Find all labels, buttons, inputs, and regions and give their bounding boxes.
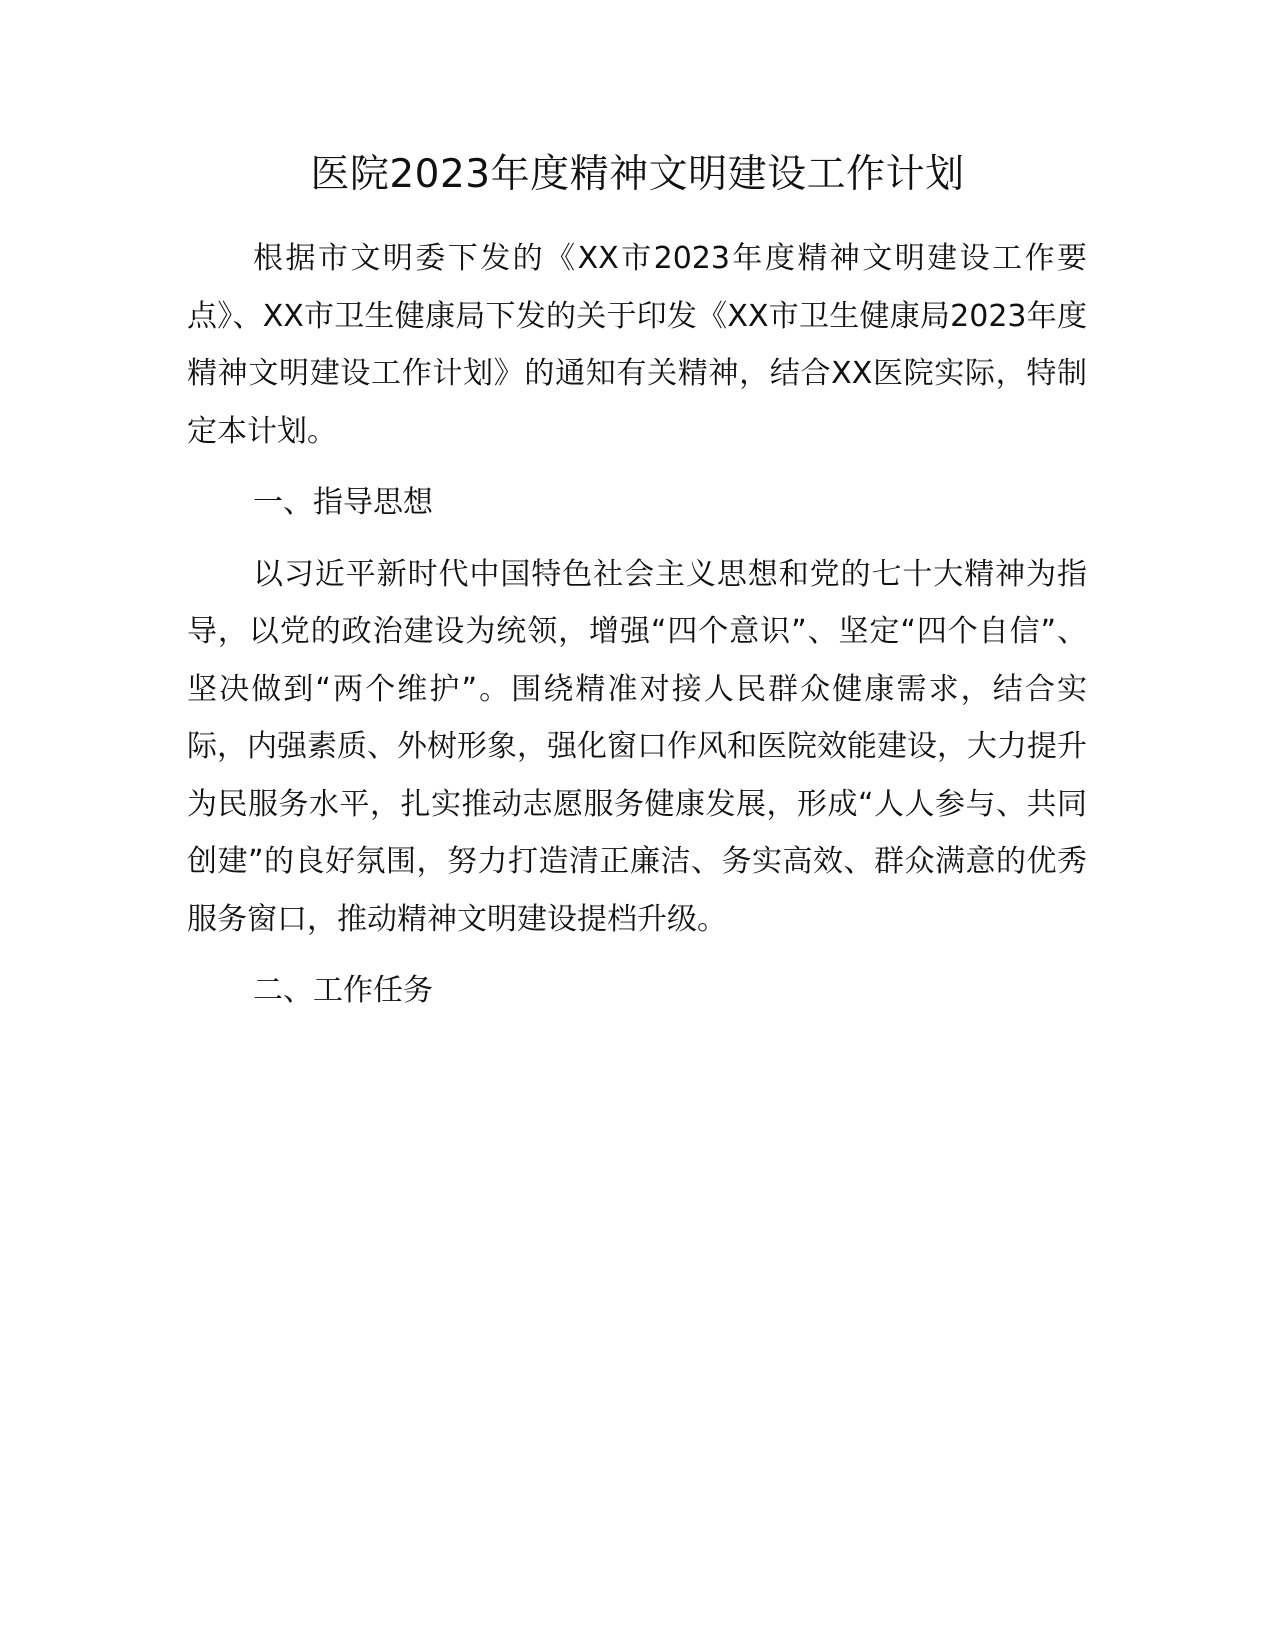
section-heading-work-tasks: 二、工作任务 — [253, 973, 433, 1008]
paragraph-gap — [187, 460, 1087, 474]
section-heading-guiding-ideology: 一、指导思想 — [253, 485, 433, 520]
paragraph-gap — [187, 948, 1087, 962]
document-title: 医院2023年度精神文明建设工作计划 — [310, 152, 965, 197]
intro-paragraph: 根据市文明委下发的《XX市2023年度精神文明建设工作要点》、XX市卫生健康局下发的关于印发《XX市卫生健康局2023年度精神文明建设工作计划》的通知有关精神，结合XX医院实际，特制定本计划。 — [187, 241, 1087, 449]
guiding-ideology-paragraph: 以习近平新时代中国特色社会主义思想和党的七十大精神为指导，以党的政治建设为统领，增强“四个意识”、坚定“四个自信”、坚决做到“两个维护”。围绕精准对接人民群众健康需求，结合实际，内强素质、外树形象，强化窗口作风和医院效能建设，大力提升为民服务水平，扎实推动志愿服务健康发展，形成“人人参与、共同创建”的良好氛围，努力打造清正廉洁、务实高效、群众满意的优秀服务窗口，推动精神文明建设提档升级。 — [187, 556, 1087, 937]
document-body — [187, 230, 1087, 1020]
paragraph-gap — [187, 532, 1087, 546]
